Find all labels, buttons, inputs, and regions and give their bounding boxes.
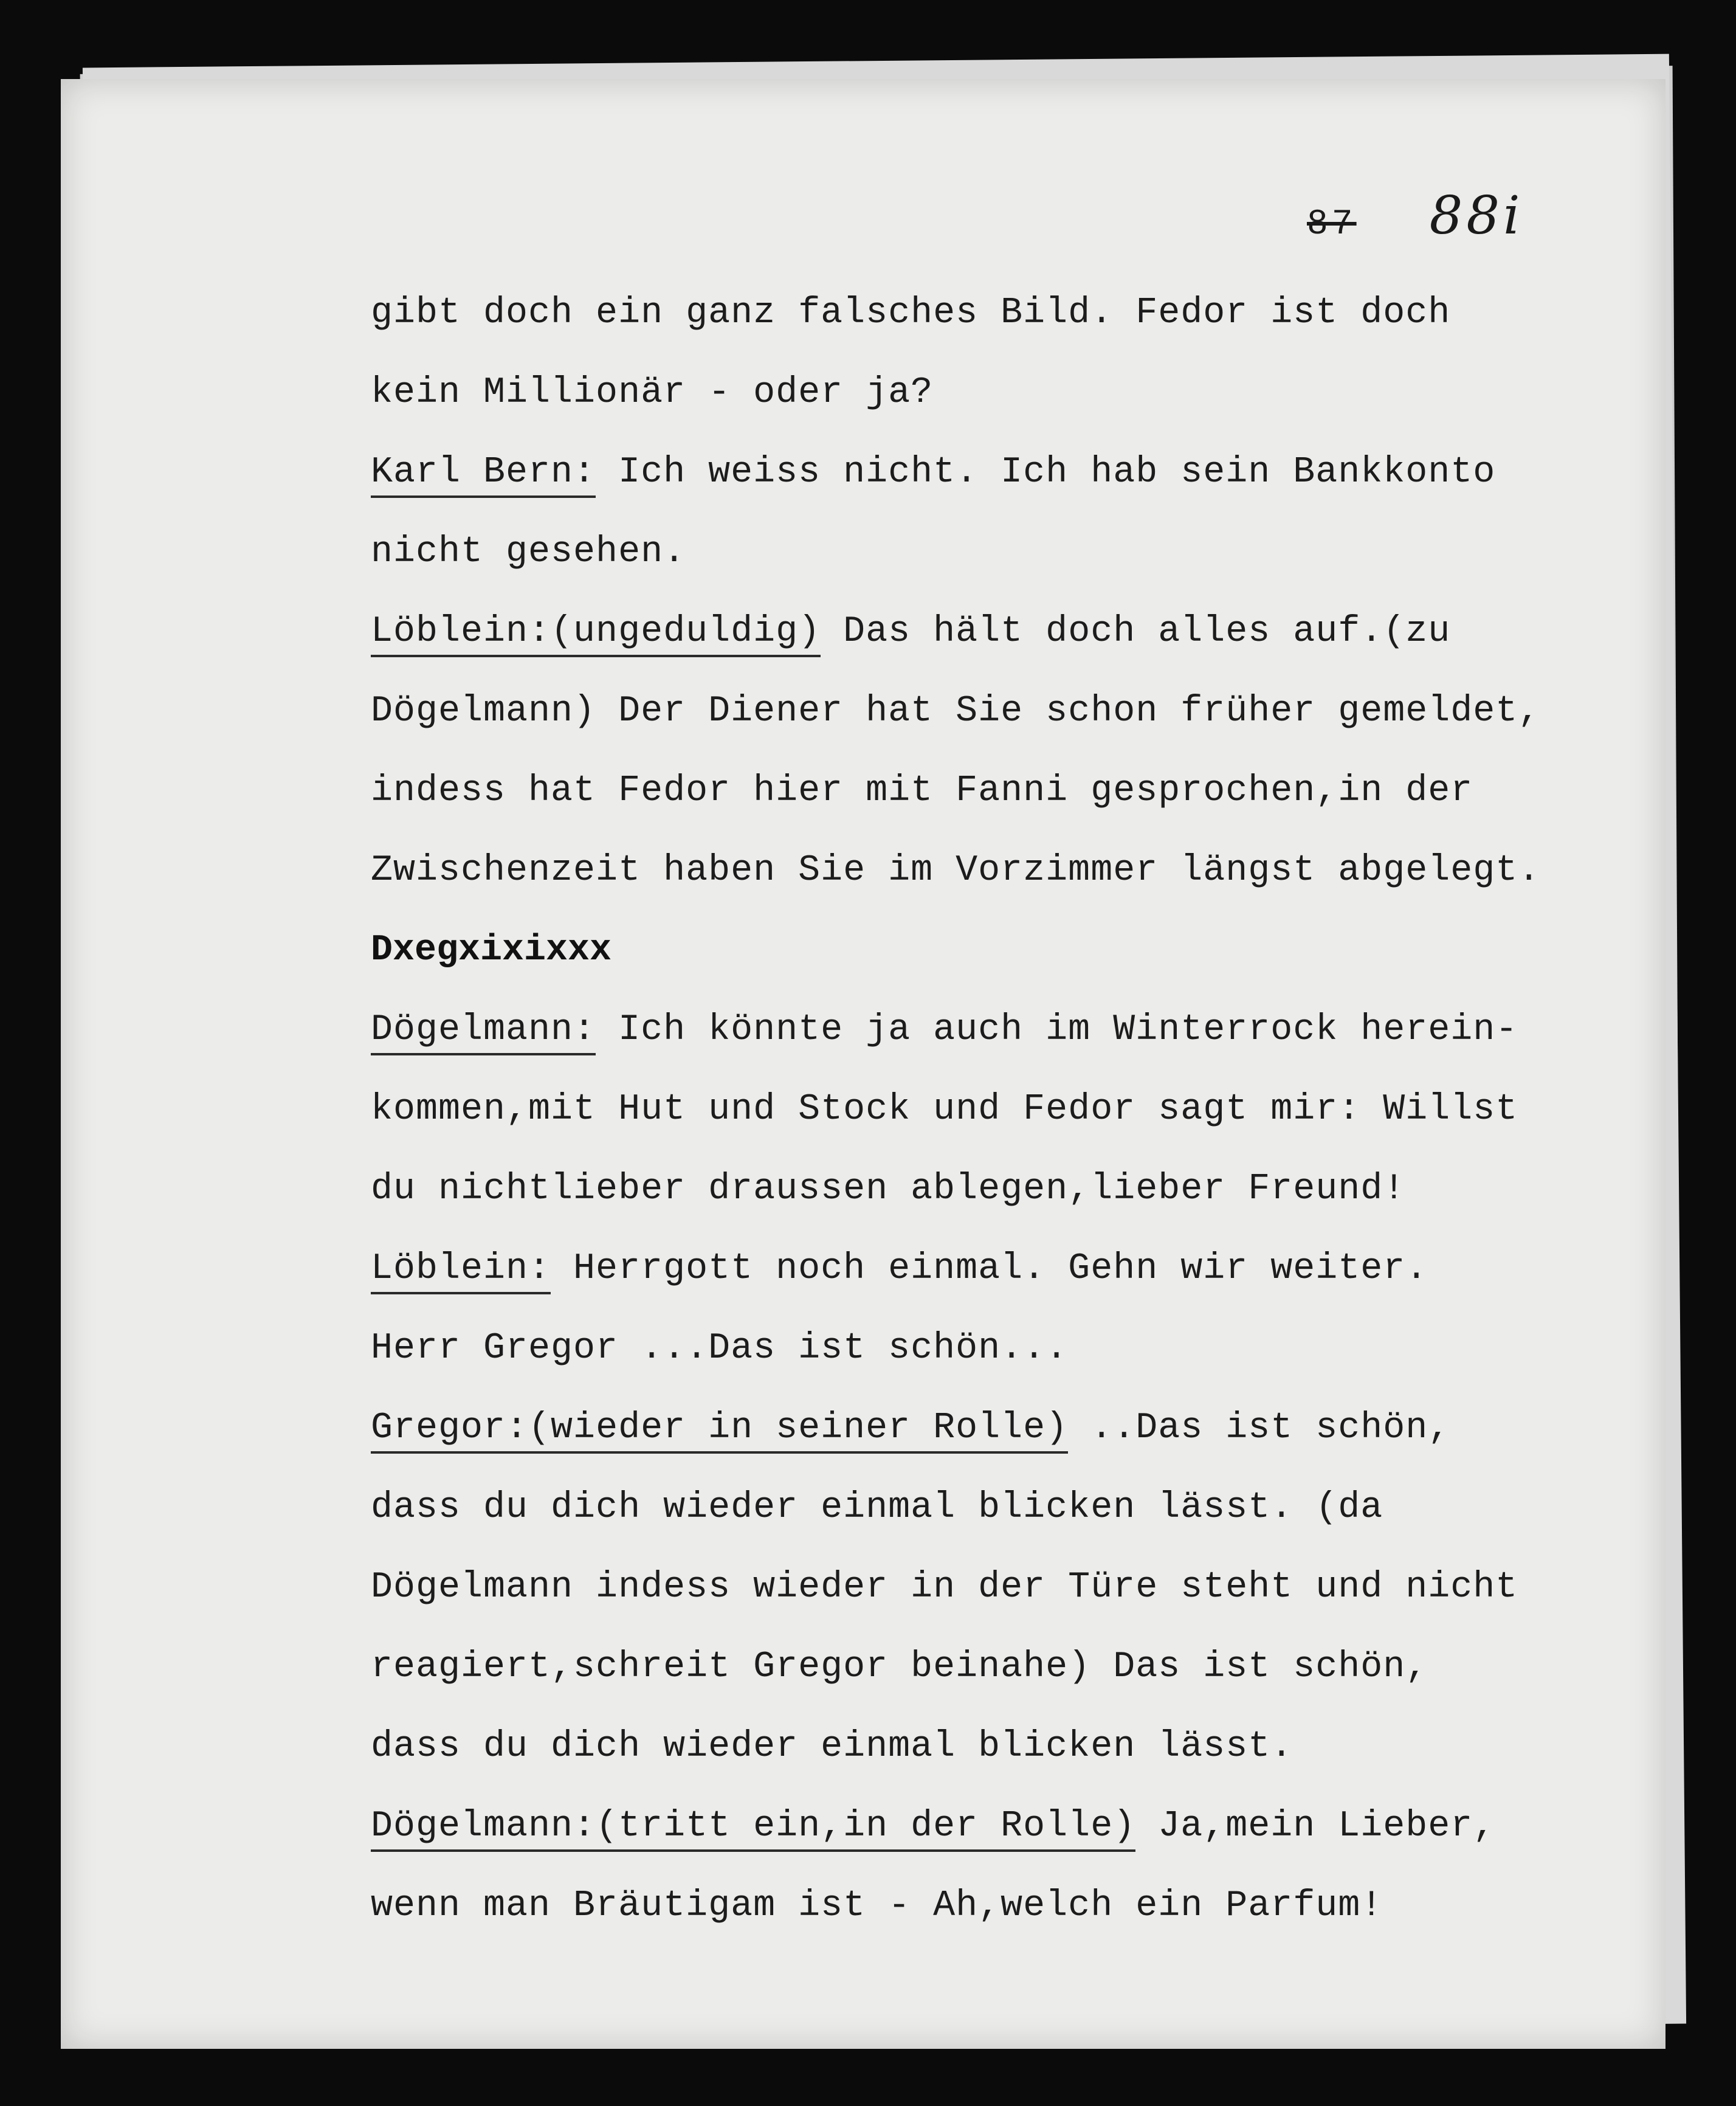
text-line [371, 672, 1647, 751]
text-line [371, 1309, 1647, 1389]
line-text: Dögelmann indess wieder in der Türe steht und nicht [371, 1567, 1518, 1608]
struck-out-text: Dxegxixixxx [371, 930, 612, 971]
speaker-name: Dögelmann: [371, 1009, 596, 1055]
line-text: Herr Gregor ...Das ist schön... [371, 1328, 1069, 1369]
speaker-name: Gregor: [371, 1407, 528, 1454]
text-line [371, 831, 1647, 911]
page-number-old: 87 [1307, 205, 1357, 244]
line-text: dass du dich wieder einmal blicken lässt. [371, 1726, 1293, 1767]
line-text: Zwischenzeit haben Sie im Vorzimmer längst abgelegt. [371, 850, 1541, 891]
text-line [371, 1070, 1647, 1150]
text-line [371, 1229, 1647, 1309]
text-line [371, 513, 1647, 592]
line-text: reagiert,schreit Gregor beinahe) Das ist schön, [371, 1646, 1428, 1688]
page-number [1307, 185, 1524, 246]
text-line [371, 433, 1647, 513]
text-line [371, 274, 1647, 353]
speaker-name: Löblein: [371, 611, 551, 657]
text-line [371, 1707, 1647, 1787]
page-number-new: 88i [1429, 185, 1524, 246]
text-line [371, 911, 1647, 990]
text-line [371, 751, 1647, 831]
line-text: Dögelmann) Der Diener hat Sie schon früher gemeldet, [371, 691, 1541, 732]
text-line [371, 990, 1647, 1070]
line-text: Ich könnte ja auch im Winterrock herein- [596, 1009, 1518, 1051]
line-text: kein Millionär - oder ja? [371, 372, 934, 413]
speaker-name: Karl Bern: [371, 452, 596, 498]
text-line [371, 1866, 1647, 1946]
line-text: gibt doch ein ganz falsches Bild. Fedor ist doch [371, 292, 1451, 334]
stage-direction: (ungeduldig) [551, 611, 821, 657]
stage-direction: (wieder in seiner Rolle) [528, 1407, 1068, 1454]
line-text: wenn man Bräutigam ist - Ah,welch ein Parfum! [371, 1885, 1383, 1927]
line-text: Herrgott noch einmal. Gehn wir weiter. [551, 1248, 1428, 1289]
line-text: kommen,mit Hut und Stock und Fedor sagt mir: Willst [371, 1089, 1518, 1130]
text-line [371, 1468, 1647, 1548]
text-line [371, 1548, 1647, 1628]
text-line [371, 592, 1647, 672]
line-text: nicht gesehen. [371, 531, 686, 573]
line-text: ..Das ist schön, [1068, 1407, 1451, 1449]
line-text: Das hält doch alles auf.(zu [821, 611, 1451, 652]
line-text: dass du dich wieder einmal blicken lässt. (da [371, 1487, 1383, 1528]
line-text: Ja,mein Lieber, [1135, 1806, 1496, 1847]
script-text [371, 274, 1647, 1946]
line-text: Ich weiss nicht. Ich hab sein Bankkonto [596, 452, 1496, 493]
line-text: du nichtlieber draussen ablegen,lieber Freund! [371, 1169, 1406, 1210]
text-line [371, 1628, 1647, 1707]
stage-direction: (tritt ein,in der Rolle) [596, 1806, 1135, 1852]
text-line [371, 1787, 1647, 1866]
line-text: indess hat Fedor hier mit Fanni gesprochen,in der [371, 770, 1473, 812]
text-line [371, 1389, 1647, 1468]
text-line [371, 353, 1647, 433]
speaker-name: Dögelmann: [371, 1806, 596, 1852]
text-line [371, 1150, 1647, 1229]
speaker-name: Löblein: [371, 1248, 551, 1294]
